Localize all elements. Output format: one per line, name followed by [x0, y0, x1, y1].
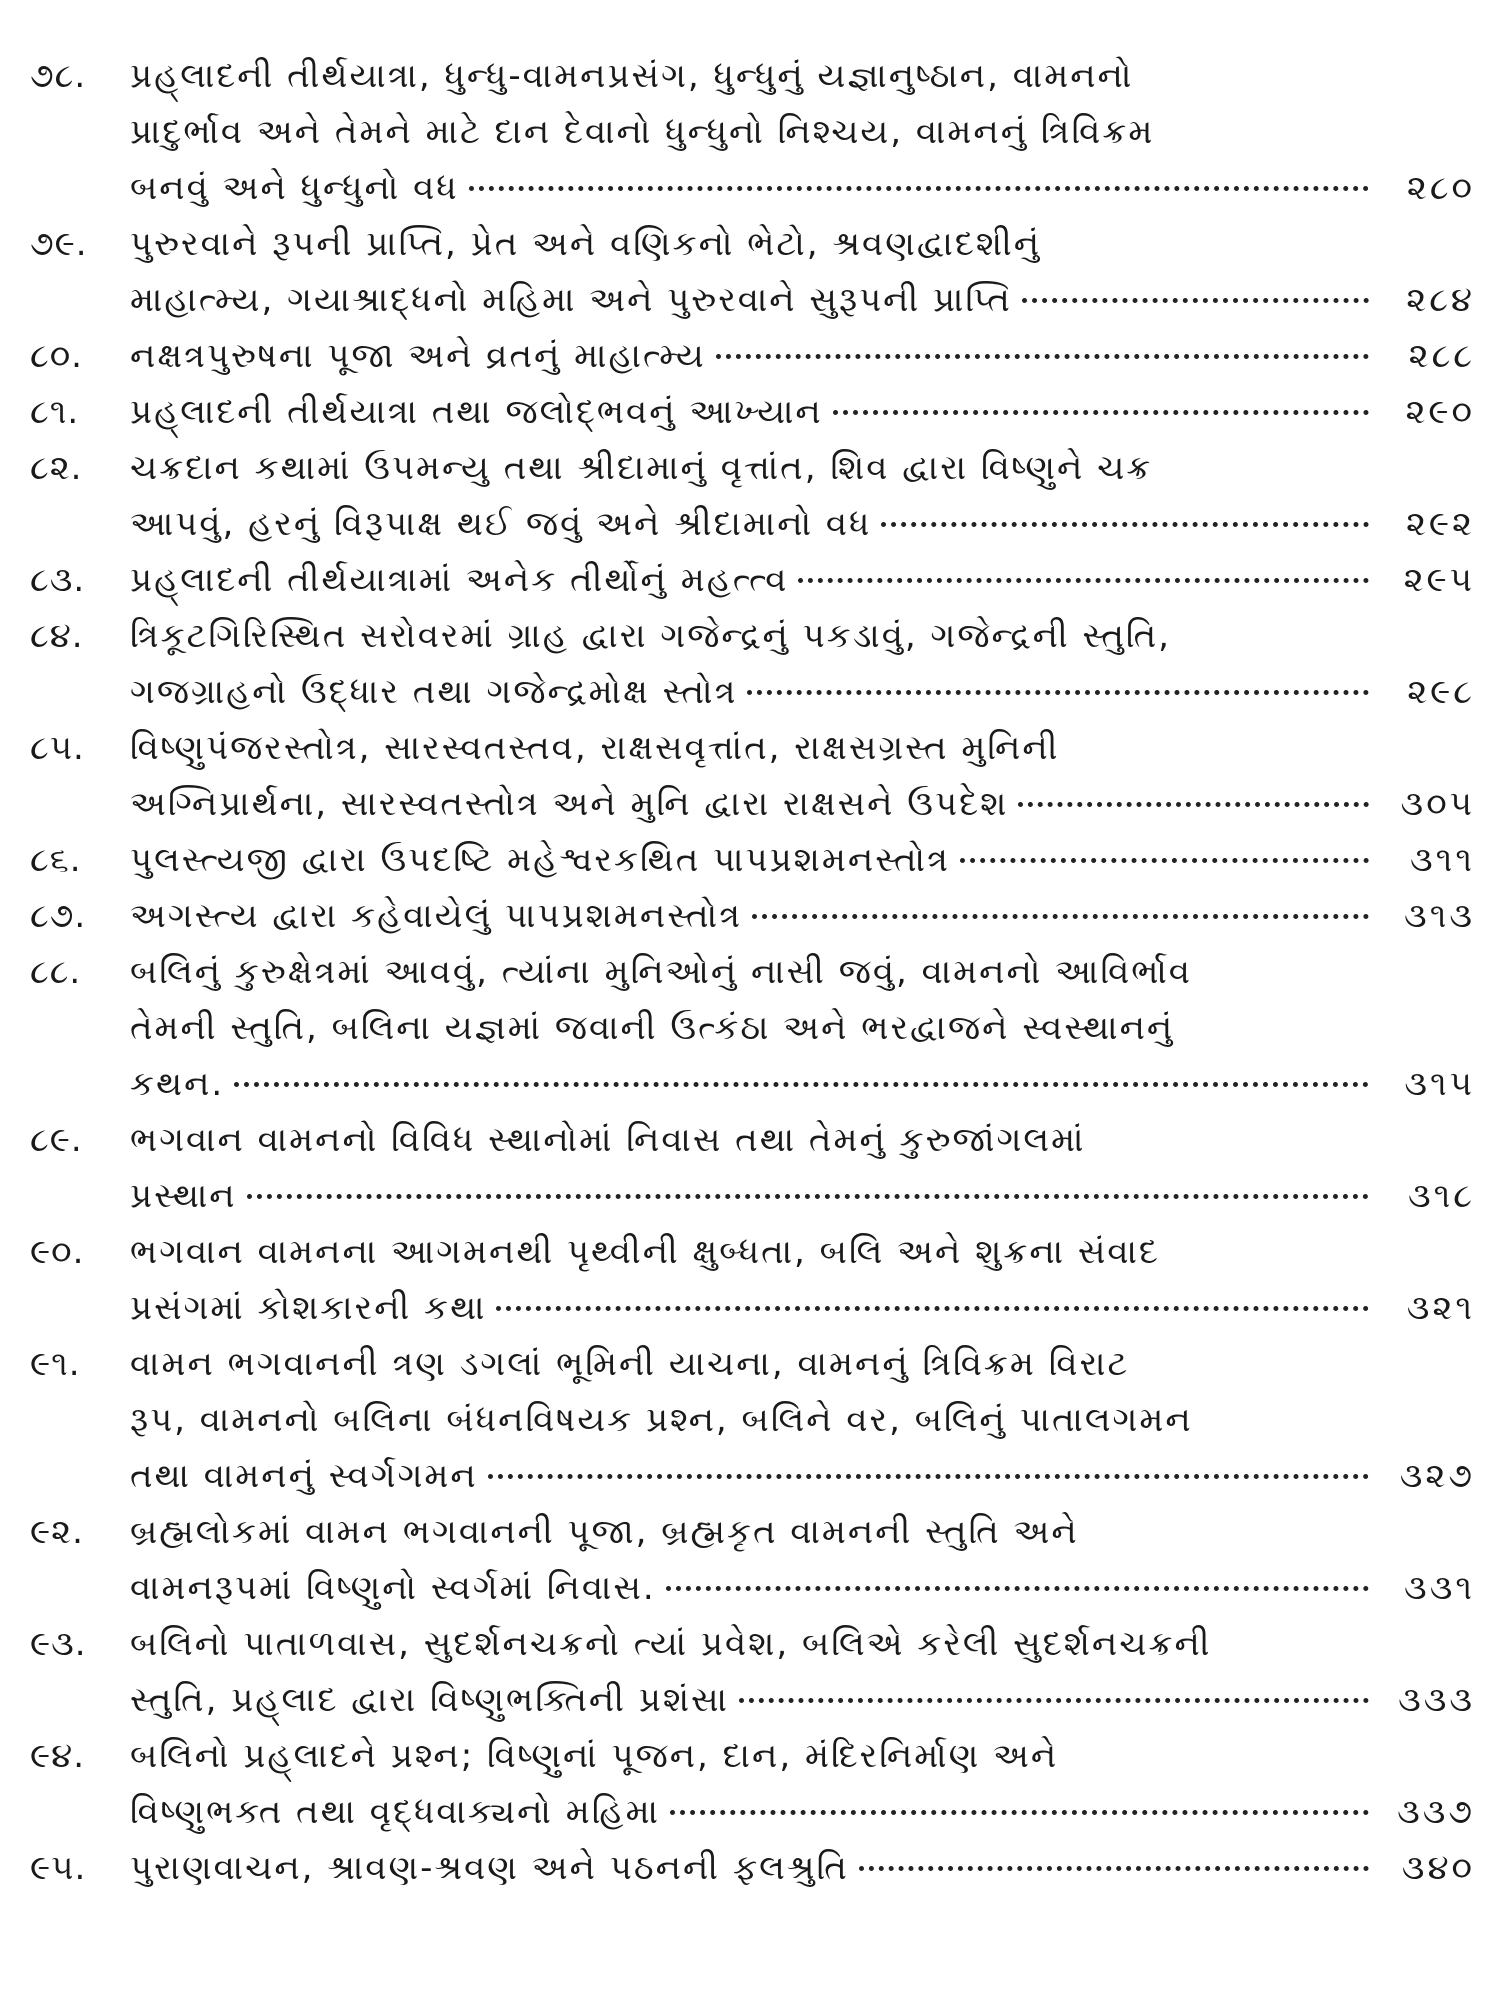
chapter-number: ૮૪. [30, 616, 84, 656]
dot-leader [752, 914, 1369, 919]
toc-entry-line [30, 1448, 1475, 1504]
toc-entry [30, 440, 1475, 552]
dot-leader [488, 1474, 1369, 1479]
dot-leader [881, 522, 1369, 527]
chapter-title-text: બનવું અને ધુન્ધુનો વધ [130, 168, 459, 208]
page-number: ૩૨૧ [1406, 1288, 1475, 1328]
toc-entry-line [30, 1168, 1475, 1224]
page-number: ૨૯૫ [1403, 560, 1475, 600]
chapter-title-text: તથા વામનનું સ્વર્ગગમન [130, 1456, 478, 1496]
chapter-number: ૯૩. [30, 1624, 87, 1664]
toc-entry-line [30, 1504, 1475, 1560]
dot-leader [960, 858, 1369, 863]
toc-entry-line [30, 1840, 1475, 1896]
chapter-number: ૯૫. [30, 1848, 87, 1888]
toc-entry-line [30, 1560, 1475, 1616]
toc-entry-line [30, 1728, 1475, 1784]
chapter-title-text: માહાત્મ્ય, ગયાશ્રાદ્ધનો મહિમા અને પુરુરવાને સુરૂપની પ્રાપ્તિ [130, 280, 1012, 320]
page-number: ૩૩૭ [1397, 1792, 1475, 1832]
chapter-title-text: પ્રહ્‌લાદની તીર્થયાત્રા, ધુન્ધુ-વામનપ્રસંગ, ધુન્ધુનું યજ્ઞાનુષ્ઠાન, વામનનો [130, 56, 1134, 96]
chapter-number: ૮૮. [30, 952, 82, 992]
chapter-title-text: બલિનો પાતાળવાસ, સુદર્શનચક્રનો ત્યાં પ્રવેશ, બલિએ કરેલી સુદર્શનચક્રની [130, 1624, 1212, 1664]
toc-entry [30, 608, 1475, 720]
toc-entry-line [30, 1224, 1475, 1280]
toc-entry-line [30, 1056, 1475, 1112]
chapter-title-text: પુરાણવાચન, શ્રાવણ-શ્રવણ અને પઠનની ફલશ્રુતિ [130, 1848, 849, 1888]
toc-entry-line [30, 832, 1475, 888]
toc-entry-line [30, 160, 1475, 216]
chapter-title-text: નક્ષત્રપુરુષના પૂજા અને વ્રતનું માહાત્મ્ય [130, 336, 706, 376]
toc-entry-line [30, 1616, 1475, 1672]
chapter-title-text: બલિનું કુરુક્ષેત્રમાં આવવું, ત્યાંના મુનિઓનું નાસી જવું, વામનનો આવિર્ભાવ [130, 952, 1192, 992]
page-number: ૨૯૮ [1407, 672, 1475, 712]
toc-entry [30, 216, 1475, 328]
dot-leader [670, 1810, 1369, 1815]
toc-entry-line [30, 1280, 1475, 1336]
toc-entry [30, 888, 1475, 944]
toc-entry-line [30, 1000, 1475, 1056]
chapter-title-text: પ્રસ્થાન [130, 1176, 237, 1216]
page-number: ૨૮૮ [1408, 336, 1475, 376]
toc-entry [30, 1112, 1475, 1224]
dot-leader [234, 1082, 1369, 1087]
chapter-title-text: પ્રહ્‌લાદની તીર્થયાત્રામાં અનેક તીર્થોનું મહત્ત્વ [130, 560, 789, 600]
toc-entry-line [30, 552, 1475, 608]
chapter-number: ૭૯. [30, 224, 88, 264]
chapter-title-text: તેમની સ્તુતિ, બલિના યજ્ઞમાં જવાની ઉત્કંઠા અને ભરદ્વાજને સ્વસ્થાનનું [130, 1008, 1175, 1048]
chapter-number: ૮૫. [30, 728, 85, 768]
chapter-number: ૯૪. [30, 1736, 86, 1776]
page-number: ૩૨૭ [1399, 1456, 1475, 1496]
toc-entry [30, 48, 1475, 216]
chapter-title-text: પ્રહ્‌લાદની તીર્થયાત્રા તથા જલોદ્‌ભવનું આખ્યાન [130, 392, 823, 432]
dot-leader [739, 1698, 1369, 1703]
chapter-title-text: આપવું, હરનું વિરૂપાક્ષ થઈ જવું અને શ્રીદામાનો વધ [130, 504, 872, 544]
chapter-number: ૯૧. [30, 1344, 81, 1384]
dot-leader [833, 410, 1369, 415]
toc-entry-line [30, 496, 1475, 552]
chapter-title-text: વિષ્ણુભક્ત તથા વૃદ્ધવાક્યનો મહિમા [130, 1792, 660, 1832]
page-number: ૩૩૩ [1398, 1680, 1475, 1720]
chapter-number: ૮૯. [30, 1120, 83, 1160]
dot-leader [859, 1866, 1369, 1871]
table-of-contents [30, 48, 1475, 1896]
page-number: ૩૧૩ [1404, 896, 1475, 936]
chapter-title-text: રૂપ, વામનનો બલિના બંધનવિષયક પ્રશ્ન, બલિને વર, બલિનું પાતાલગમન [130, 1400, 1193, 1440]
dot-leader [469, 186, 1369, 191]
chapter-number: ૭૮. [30, 56, 87, 96]
toc-entry [30, 1616, 1475, 1728]
chapter-title-text: ગજગ્રાહનો ઉદ્ધાર તથા ગજેન્દ્રમોક્ષ સ્તોત્ર [130, 672, 738, 712]
chapter-title-text: અગ્નિપ્રાર્થના, સારસ્વતસ્તોત્ર અને મુનિ દ્વારા રાક્ષસને ઉપદેશ [130, 784, 1009, 824]
chapter-title-text: ભગવાન વામનનો વિવિધ સ્થાનોમાં નિવાસ તથા તેમનું કુરુજાંગલમાં [130, 1120, 1086, 1160]
chapter-number: ૮૧. [30, 392, 80, 432]
toc-entry-line [30, 1672, 1475, 1728]
chapter-number: ૮૦. [30, 336, 83, 376]
toc-entry-line [30, 328, 1475, 384]
chapter-number: ૯૨. [30, 1512, 84, 1552]
toc-entry-line [30, 440, 1475, 496]
toc-entry-line [30, 384, 1475, 440]
chapter-number: ૯૦. [30, 1232, 85, 1272]
chapter-number: ૮૩. [30, 560, 86, 600]
toc-entry [30, 552, 1475, 608]
toc-entry [30, 384, 1475, 440]
chapter-title-text: પ્રાદુર્ભાવ અને તેમને માટે દાન દેવાનો ધુન્ધુનો નિશ્ચય, વામનનું ત્રિવિક્રમ [130, 112, 1155, 152]
chapter-title-text: ભગવાન વામનના આગમનથી પૃથ્વીની ક્ષુબ્ધતા, બલિ અને શુક્રના સંવાદ [130, 1232, 1160, 1272]
page-number: ૨૯૦ [1405, 392, 1475, 432]
page-number: ૩૦૫ [1400, 784, 1475, 824]
dot-leader [666, 1586, 1369, 1591]
chapter-title-text: ત્રિકૂટગિરિસ્થિત સરોવરમાં ગ્રાહ દ્વારા ગજેન્દ્રનું પકડાવું, ગજેન્દ્રની સ્તુતિ, [130, 616, 1171, 656]
chapter-number: ૮૬. [30, 840, 82, 880]
chapter-title-text: પુરુરવાને રૂપની પ્રાપ્તિ, પ્રેત અને વણિકનો ભેટો, શ્રવણદ્વાદશીનું [130, 224, 1042, 264]
toc-entry [30, 1336, 1475, 1504]
chapter-title-text: પુલસ્ત્યજી દ્વારા ઉપદષ્ટિ મહેશ્વરકથિત પાપપ્રશમનસ્તોત્ર [130, 840, 950, 880]
page-number: ૨૯૨ [1405, 504, 1475, 544]
page-number: ૩૩૧ [1404, 1568, 1475, 1608]
toc-entry-line [30, 1784, 1475, 1840]
toc-entry-line [30, 608, 1475, 664]
chapter-title-text: વામનરૂપમાં વિષ્ણુનો સ્વર્ગમાં નિવાસ. [130, 1568, 656, 1608]
page-number: ૩૧૫ [1404, 1064, 1475, 1104]
toc-entry-line [30, 104, 1475, 160]
chapter-title-text: પ્રસંગમાં કોશકારની કથા [130, 1288, 487, 1328]
chapter-title-text: ચક્રદાન કથામાં ઉપમન્યુ તથા શ્રીદામાનું વૃત્તાંત, શિવ દ્વારા વિષ્ણુને ચક્ર [130, 448, 1153, 488]
chapter-title-text: બલિનો પ્રહ્‌લાદને પ્રશ્ન; વિષ્ણુનાં પૂજન, દાન, મંદિરનિર્માણ અને [130, 1736, 1059, 1776]
chapter-title-text: બ્રહ્મલોકમાં વામન ભગવાનની પૂજા, બ્રહ્મકૃત વામનની સ્તુતિ અને [130, 1512, 1079, 1552]
toc-entry-line [30, 944, 1475, 1000]
toc-entry-line [30, 216, 1475, 272]
chapter-number: ૮૭. [30, 896, 87, 936]
toc-entry-line [30, 272, 1475, 328]
dot-leader [716, 354, 1369, 359]
toc-entry-line [30, 720, 1475, 776]
toc-entry [30, 1840, 1475, 1896]
toc-entry-line [30, 1392, 1475, 1448]
chapter-title-text: વામન ભગવાનની ત્રણ ડગલાં ભૂમિની યાચના, વામનનું ત્રિવિક્રમ વિરાટ [130, 1344, 1130, 1384]
toc-entry-line [30, 776, 1475, 832]
dot-leader [247, 1194, 1369, 1199]
chapter-number: ૮૨. [30, 448, 83, 488]
toc-entry-line [30, 888, 1475, 944]
toc-entry [30, 720, 1475, 832]
toc-entry-line [30, 1336, 1475, 1392]
toc-entry [30, 944, 1475, 1112]
dot-leader [1022, 298, 1369, 303]
page-number: ૨૮૪ [1406, 280, 1475, 320]
dot-leader [798, 578, 1369, 583]
dot-leader [496, 1306, 1369, 1311]
toc-entry-line [30, 664, 1475, 720]
chapter-title-text: સ્તુતિ, પ્રહ્‌લાદ દ્વારા વિષ્ણુભક્તિની પ્રશંસા [130, 1680, 729, 1720]
dot-leader [747, 690, 1369, 695]
page-number: ૩૧૮ [1407, 1176, 1475, 1216]
toc-entry [30, 1504, 1475, 1616]
toc-entry-line [30, 48, 1475, 104]
chapter-title-text: વિષ્ણુપંજરસ્તોત્ર, સારસ્વતસ્તવ, રાક્ષસવૃત્તાંત, રાક્ષસગ્રસ્ત મુનિની [130, 728, 1060, 768]
page-number: ૨૮૦ [1406, 168, 1475, 208]
page-number: ૩૪૦ [1401, 1848, 1475, 1888]
chapter-title-text: કથન. [130, 1064, 225, 1104]
toc-entry [30, 328, 1475, 384]
dot-leader [1018, 802, 1369, 807]
page-number: ૩૧૧ [1410, 840, 1475, 880]
toc-entry [30, 1728, 1475, 1840]
toc-entry [30, 832, 1475, 888]
toc-entry-line [30, 1112, 1475, 1168]
toc-entry [30, 1224, 1475, 1336]
chapter-title-text: અગસ્ત્ય દ્વારા કહેવાયેલું પાપપ્રશમનસ્તોત્ર [130, 896, 742, 936]
